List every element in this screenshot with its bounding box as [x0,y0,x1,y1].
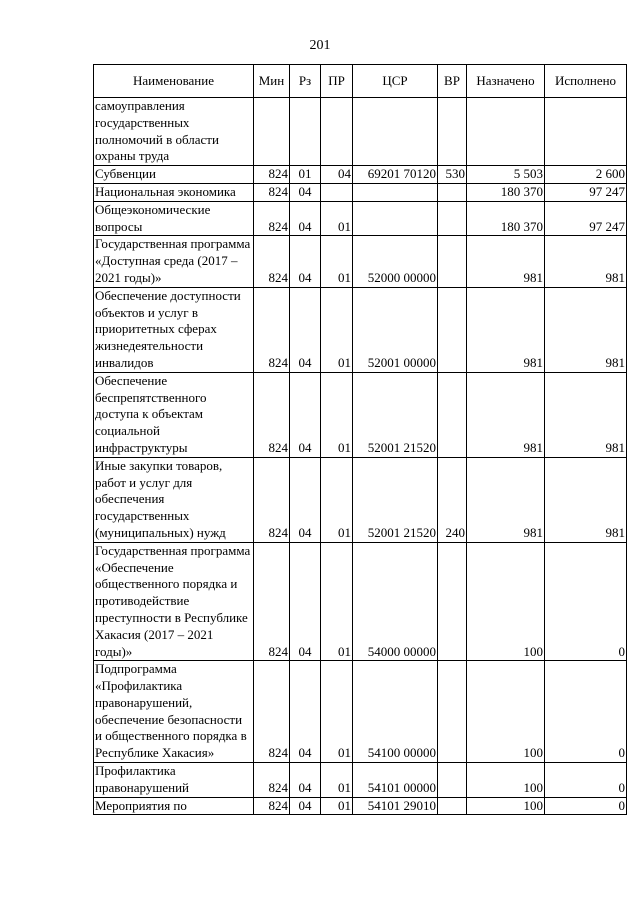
header-assigned: Назначено [467,65,545,98]
cell-pr: 01 [321,661,353,763]
header-executed: Исполнено [545,65,627,98]
table-row [94,542,627,661]
cell-pr: 01 [321,797,353,815]
cell-csr: 54101 29010 [353,797,438,815]
cell-pr: 01 [321,763,353,798]
cell-vr: 240 [438,457,467,542]
cell-vr [438,661,467,763]
cell-assigned: 100 [467,661,545,763]
cell-assigned [467,98,545,166]
cell-rz: 04 [290,201,321,236]
table-row [94,183,627,201]
table-row [94,166,627,184]
cell-executed: 981 [545,457,627,542]
table-row [94,287,627,372]
cell-vr [438,201,467,236]
cell-min: 824 [254,166,290,184]
cell-rz: 04 [290,287,321,372]
cell-assigned: 180 370 [467,183,545,201]
cell-name: самоуправления государственных полномочий в области охраны труда [94,98,254,166]
cell-executed: 97 247 [545,201,627,236]
cell-pr: 01 [321,201,353,236]
cell-rz: 04 [290,372,321,457]
cell-min: 824 [254,457,290,542]
cell-name: Подпрограмма «Профилактика правонарушений, обеспечение безопасности и общественного порядка в Республике Хакасия» [94,661,254,763]
cell-name: Национальная экономика [94,183,254,201]
cell-csr [353,183,438,201]
header-name: Наименование [94,65,254,98]
cell-csr: 54100 00000 [353,661,438,763]
cell-executed: 0 [545,542,627,661]
cell-assigned: 5 503 [467,166,545,184]
cell-executed: 0 [545,763,627,798]
cell-pr: 01 [321,287,353,372]
cell-min: 824 [254,183,290,201]
cell-assigned: 981 [467,287,545,372]
cell-min: 824 [254,763,290,798]
header-vr: ВР [438,65,467,98]
cell-pr: 01 [321,542,353,661]
cell-vr [438,98,467,166]
table-row [94,201,627,236]
header-pr: ПР [321,65,353,98]
cell-rz: 04 [290,236,321,287]
cell-min: 824 [254,236,290,287]
cell-name: Субвенции [94,166,254,184]
budget-table [93,64,627,815]
cell-min: 824 [254,661,290,763]
header-rz: Рз [290,65,321,98]
cell-vr [438,236,467,287]
cell-executed: 0 [545,797,627,815]
cell-executed: 981 [545,372,627,457]
cell-name: Общеэкономические вопросы [94,201,254,236]
cell-min: 824 [254,201,290,236]
table-row [94,236,627,287]
cell-assigned: 100 [467,763,545,798]
cell-csr [353,201,438,236]
cell-pr [321,183,353,201]
cell-pr [321,98,353,166]
cell-pr: 01 [321,372,353,457]
cell-name: Мероприятия по [94,797,254,815]
table-row [94,661,627,763]
cell-vr [438,763,467,798]
table-row [94,98,627,166]
cell-pr: 01 [321,236,353,287]
cell-rz: 04 [290,763,321,798]
cell-executed: 0 [545,661,627,763]
cell-executed [545,98,627,166]
cell-name: Обеспечение доступности объектов и услуг в приоритетных сферах жизнедеятельности инвалидов [94,287,254,372]
cell-vr [438,542,467,661]
cell-pr: 01 [321,457,353,542]
cell-vr [438,797,467,815]
cell-csr [353,98,438,166]
cell-vr: 530 [438,166,467,184]
cell-rz: 04 [290,183,321,201]
cell-assigned: 981 [467,372,545,457]
table-row [94,457,627,542]
cell-pr: 04 [321,166,353,184]
cell-csr: 52001 21520 [353,372,438,457]
cell-assigned: 100 [467,797,545,815]
cell-assigned: 180 370 [467,201,545,236]
cell-rz: 04 [290,797,321,815]
table-row [94,797,627,815]
cell-vr [438,372,467,457]
cell-min: 824 [254,797,290,815]
cell-assigned: 981 [467,457,545,542]
cell-executed: 981 [545,236,627,287]
cell-rz: 04 [290,661,321,763]
cell-rz: 04 [290,457,321,542]
cell-rz [290,98,321,166]
cell-executed: 2 600 [545,166,627,184]
cell-csr: 52001 21520 [353,457,438,542]
cell-min: 824 [254,372,290,457]
cell-min [254,98,290,166]
cell-executed: 97 247 [545,183,627,201]
cell-name: Иные закупки товаров, работ и услуг для обеспечения государственных (муниципальных) нужд [94,457,254,542]
cell-rz: 04 [290,542,321,661]
table-row [94,763,627,798]
cell-csr: 52001 00000 [353,287,438,372]
cell-min: 824 [254,542,290,661]
cell-vr [438,287,467,372]
cell-name: Профилактика правонарушений [94,763,254,798]
table-header-row [94,65,627,98]
cell-rz: 01 [290,166,321,184]
cell-assigned: 100 [467,542,545,661]
page-number: 201 [309,38,331,53]
cell-name: Государственная программа «Доступная среда (2017 – 2021 годы)» [94,236,254,287]
cell-csr: 54000 00000 [353,542,438,661]
table-row [94,372,627,457]
cell-assigned: 981 [467,236,545,287]
cell-csr: 52000 00000 [353,236,438,287]
cell-name: Государственная программа «Обеспечение общественного порядка и противодействие преступности в Республике Хакасия (2017 – 2021 годы)» [94,542,254,661]
cell-csr: 54101 00000 [353,763,438,798]
header-min: Мин [254,65,290,98]
cell-csr: 69201 70120 [353,166,438,184]
cell-name: Обеспечение беспрепятственного доступа к объектам социальной инфраструктуры [94,372,254,457]
cell-vr [438,183,467,201]
header-csr: ЦСР [353,65,438,98]
cell-min: 824 [254,287,290,372]
cell-executed: 981 [545,287,627,372]
